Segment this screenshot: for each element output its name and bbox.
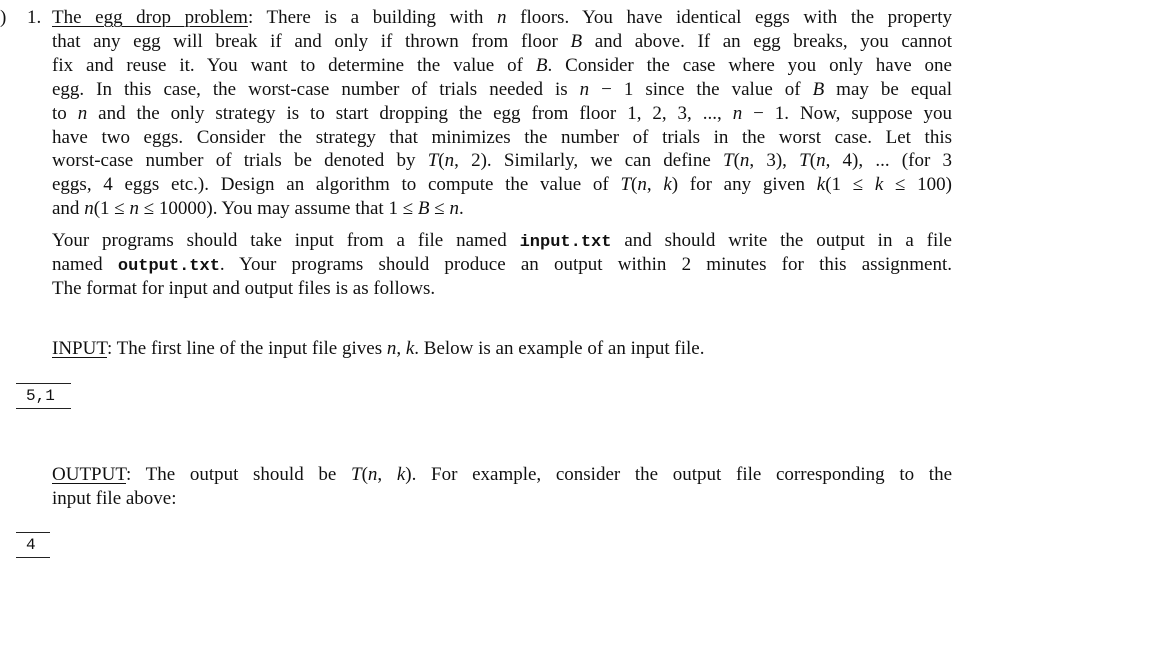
text: floors. You have identical eggs with the property — [506, 7, 952, 28]
text: , 3), — [749, 150, 800, 172]
underlined-heading: INPUT — [52, 338, 107, 359]
math-var: n — [739, 150, 750, 172]
text: and should write the output in a file — [611, 230, 952, 251]
text: : There is a building with — [247, 7, 498, 28]
text: , — [396, 338, 406, 359]
text-line — [52, 197, 952, 221]
text-line — [52, 149, 952, 173]
text: named — [52, 253, 118, 275]
text-line — [52, 54, 952, 78]
math-var: n — [637, 174, 647, 196]
text: ( — [733, 150, 740, 172]
text: and — [52, 198, 85, 220]
math-var: n — [129, 198, 139, 220]
item-number: 1. — [27, 7, 42, 28]
margin-mark: ) — [0, 7, 7, 28]
text: ( — [809, 150, 817, 172]
math-var: n — [444, 150, 455, 172]
text: The format for input and output files is as follows. — [52, 277, 436, 299]
text-line — [52, 30, 952, 54]
math-var: n — [449, 198, 459, 220]
text: (1 ≤ — [93, 198, 130, 220]
math-var: n — [579, 78, 590, 100]
text-line — [52, 102, 952, 126]
filename: input.txt — [519, 233, 612, 252]
text: that any egg will break if and only if thrown from floor — [52, 30, 571, 52]
math-var: n — [732, 102, 743, 124]
math-var: T — [351, 464, 362, 485]
filename: output.txt — [117, 256, 220, 276]
math-var: T — [722, 150, 734, 172]
text: . — [458, 198, 464, 220]
math-var: T — [620, 174, 632, 196]
math-var: k — [405, 338, 415, 359]
text-line — [52, 229, 952, 253]
text: ( — [631, 174, 638, 196]
text-line — [52, 253, 952, 277]
math-var: n — [386, 338, 397, 359]
underlined-heading: The egg drop problem — [52, 7, 248, 28]
text: − 1. Now, suppose you — [742, 102, 952, 124]
text: and above. If an egg breaks, you cannot — [582, 30, 952, 52]
text: , — [377, 464, 397, 485]
text: . Your programs should produce an output within 2 minutes for this assignment. — [219, 253, 952, 275]
text-line — [52, 277, 952, 301]
text: ( — [361, 464, 368, 485]
text: ( — [438, 150, 445, 172]
output-example-box: 4 — [16, 532, 50, 558]
math-var: B — [570, 30, 583, 52]
math-var: n — [84, 198, 94, 220]
text: , — [646, 174, 664, 196]
text: . Consider the case where you only have one — [547, 54, 952, 76]
text-line — [52, 78, 952, 102]
underlined-heading: OUTPUT — [52, 464, 126, 485]
text-line — [52, 337, 952, 361]
math-var: B — [812, 78, 825, 100]
math-var: T — [799, 150, 810, 172]
text: worst-case number of trials be denoted by — [52, 150, 428, 172]
text: (1 ≤ — [825, 174, 875, 196]
math-var: n — [77, 102, 88, 124]
math-var: n — [497, 7, 507, 28]
text: , 2). Similarly, we can define — [454, 150, 723, 172]
text-line — [52, 463, 952, 487]
math-var: T — [427, 150, 439, 172]
text-line — [52, 126, 952, 150]
math-var: k — [396, 464, 406, 485]
text: and the only strategy is to start dropping the egg from floor 1, 2, 3, ..., — [87, 102, 733, 124]
math-var: B — [417, 198, 430, 220]
math-var: n — [367, 464, 378, 485]
text: eggs, 4 eggs etc.). Design an algorithm to compute the value of — [52, 174, 621, 196]
text: may be equal — [824, 78, 952, 100]
text: have two eggs. Consider the strategy that minimizes the number of trials in the worst case. Let this — [52, 126, 952, 148]
math-var: k — [816, 174, 826, 196]
text: , 4), ... (for 3 — [825, 150, 952, 172]
text-line — [52, 173, 952, 197]
math-var: k — [663, 174, 672, 196]
text: . Below is an example of an input file. — [414, 338, 705, 359]
text: − 1 since the value of — [589, 78, 813, 100]
text: to — [52, 102, 78, 124]
math-var: n — [816, 150, 826, 172]
text: ) for any given — [671, 174, 817, 196]
text: input file above: — [52, 487, 177, 509]
text: ≤ 10000). You may assume that 1 ≤ — [138, 198, 418, 220]
text-line — [52, 6, 952, 30]
text: ≤ — [429, 198, 450, 220]
text: : The first line of the input file gives — [107, 338, 387, 359]
input-example-box: 5,1 — [16, 383, 71, 409]
text: ). For example, consider the output file corresponding to the — [405, 464, 953, 485]
text: ≤ 100) — [883, 174, 952, 196]
text: Your programs should take input from a file named — [52, 230, 520, 251]
math-var: k — [874, 174, 884, 196]
text: : The output should be — [126, 464, 351, 485]
text-line — [52, 487, 952, 511]
math-var: B — [535, 54, 548, 76]
text: egg. In this case, the worst-case number of trials needed is — [52, 78, 580, 100]
text: fix and reuse it. You want to determine the value of — [52, 54, 536, 76]
